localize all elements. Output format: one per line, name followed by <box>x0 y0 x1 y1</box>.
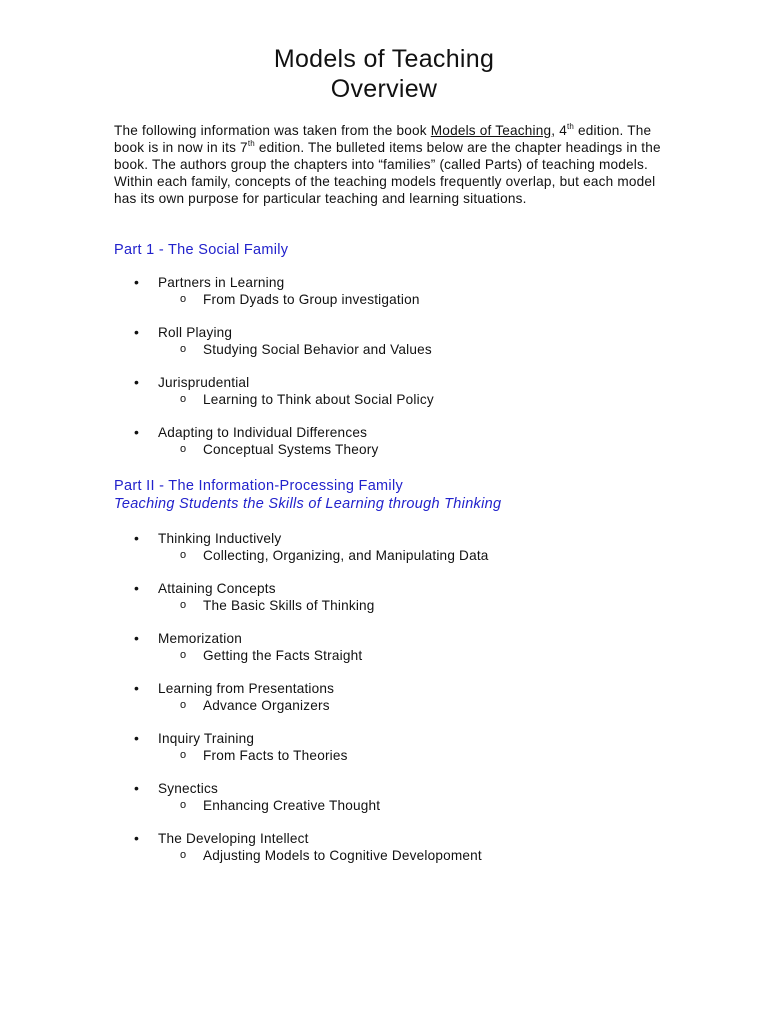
document-title <box>0 44 768 104</box>
sub-item-text: From Dyads to Group investigation <box>203 292 420 307</box>
part-1-heading: Part 1 - The Social Family <box>114 242 289 258</box>
item-title: Roll Playing <box>158 325 233 340</box>
sub-item-text: From Facts to Theories <box>203 748 348 763</box>
intro-text-1: The following information was taken from the book <box>114 123 431 138</box>
sub-item <box>114 747 674 764</box>
item-title: Jurisprudential <box>158 375 250 390</box>
bullet-icon: • <box>134 374 140 390</box>
circle-bullet-icon: o <box>180 849 187 861</box>
item-title: Learning from Presentations <box>158 681 335 696</box>
circle-bullet-icon: o <box>180 599 187 611</box>
bullet-icon: • <box>134 530 140 546</box>
item-title: Adapting to Individual Differences <box>158 425 368 440</box>
bullet-icon: • <box>134 730 140 746</box>
list-item <box>114 580 674 614</box>
sub-item-text: Conceptual Systems Theory <box>203 442 379 457</box>
bullet-icon: • <box>134 424 140 440</box>
item-title: Synectics <box>158 781 218 796</box>
sub-item <box>114 597 674 614</box>
bullet-icon: • <box>134 680 140 696</box>
sub-item <box>114 697 674 714</box>
circle-bullet-icon: o <box>180 749 187 761</box>
bullet-icon: • <box>134 324 140 340</box>
sub-item-text: Getting the Facts Straight <box>203 648 363 663</box>
list-item <box>114 374 674 408</box>
list-item <box>114 830 674 864</box>
sub-item <box>114 547 674 564</box>
bullet-icon: • <box>134 274 140 290</box>
circle-bullet-icon: o <box>180 343 187 355</box>
intro-superscript-2: th <box>247 139 255 148</box>
list-item <box>114 630 674 664</box>
item-title: Inquiry Training <box>158 731 255 746</box>
sub-item-text: Studying Social Behavior and Values <box>203 342 432 357</box>
list-item <box>114 780 674 814</box>
intro-text-3: edition. The book is in now in its 7 <box>114 123 652 155</box>
item-title: Partners in Learning <box>158 275 285 290</box>
list-item <box>114 324 674 358</box>
list-item <box>114 730 674 764</box>
sub-item-text: The Basic Skills of Thinking <box>203 598 375 613</box>
title-line-1: Models of Teaching <box>273 45 495 73</box>
item-title: Thinking Inductively <box>158 531 282 546</box>
intro-text-4: edition. The bulleted items below are the chapter headings in the book. The authors group the chapters into “families” (called Parts) of teaching models. Within each family, concepts of the teaching models frequently overlap, but each model has its own purpose for particular teaching and learning situations. <box>114 140 661 206</box>
circle-bullet-icon: o <box>180 649 187 661</box>
list-item <box>114 424 674 458</box>
part-2-heading: Part II - The Information-Processing Family <box>114 478 404 494</box>
bullet-icon: • <box>134 830 140 846</box>
sub-item <box>114 797 674 814</box>
item-title: The Developing Intellect <box>158 831 309 846</box>
sub-item <box>114 341 674 358</box>
circle-bullet-icon: o <box>180 799 187 811</box>
bullet-icon: • <box>134 630 140 646</box>
sub-item <box>114 647 674 664</box>
item-title: Attaining Concepts <box>158 581 276 596</box>
item-title: Memorization <box>158 631 242 646</box>
sub-item <box>114 847 674 864</box>
circle-bullet-icon: o <box>180 393 187 405</box>
part-1-section <box>114 241 674 458</box>
sub-item-text: Adjusting Models to Cognitive Developoment <box>203 848 482 863</box>
bullet-icon: • <box>134 780 140 796</box>
sub-item-text: Collecting, Organizing, and Manipulating Data <box>203 548 489 563</box>
part-1-list <box>114 274 674 458</box>
bullet-icon: • <box>134 580 140 596</box>
sub-item <box>114 391 674 408</box>
sub-item-text: Advance Organizers <box>203 698 330 713</box>
circle-bullet-icon: o <box>180 699 187 711</box>
sub-item <box>114 441 674 458</box>
book-title-link: Models of Teaching <box>430 123 552 138</box>
circle-bullet-icon: o <box>180 293 187 305</box>
part-2-subheading: Teaching Students the Skills of Learning through Thinking <box>114 496 502 512</box>
list-item <box>114 530 674 564</box>
sub-item-text: Enhancing Creative Thought <box>203 798 381 813</box>
intro-paragraph <box>114 122 674 207</box>
intro-text-2: , 4 <box>551 123 567 138</box>
list-item <box>114 274 674 308</box>
sub-item <box>114 291 674 308</box>
list-item <box>114 680 674 714</box>
title-line-2: Overview <box>330 75 438 103</box>
intro-superscript-1: th <box>566 122 575 131</box>
part-2-section <box>114 477 674 864</box>
part-2-list <box>114 530 674 864</box>
sub-item-text: Learning to Think about Social Policy <box>203 392 434 407</box>
circle-bullet-icon: o <box>180 443 187 455</box>
circle-bullet-icon: o <box>180 549 187 561</box>
